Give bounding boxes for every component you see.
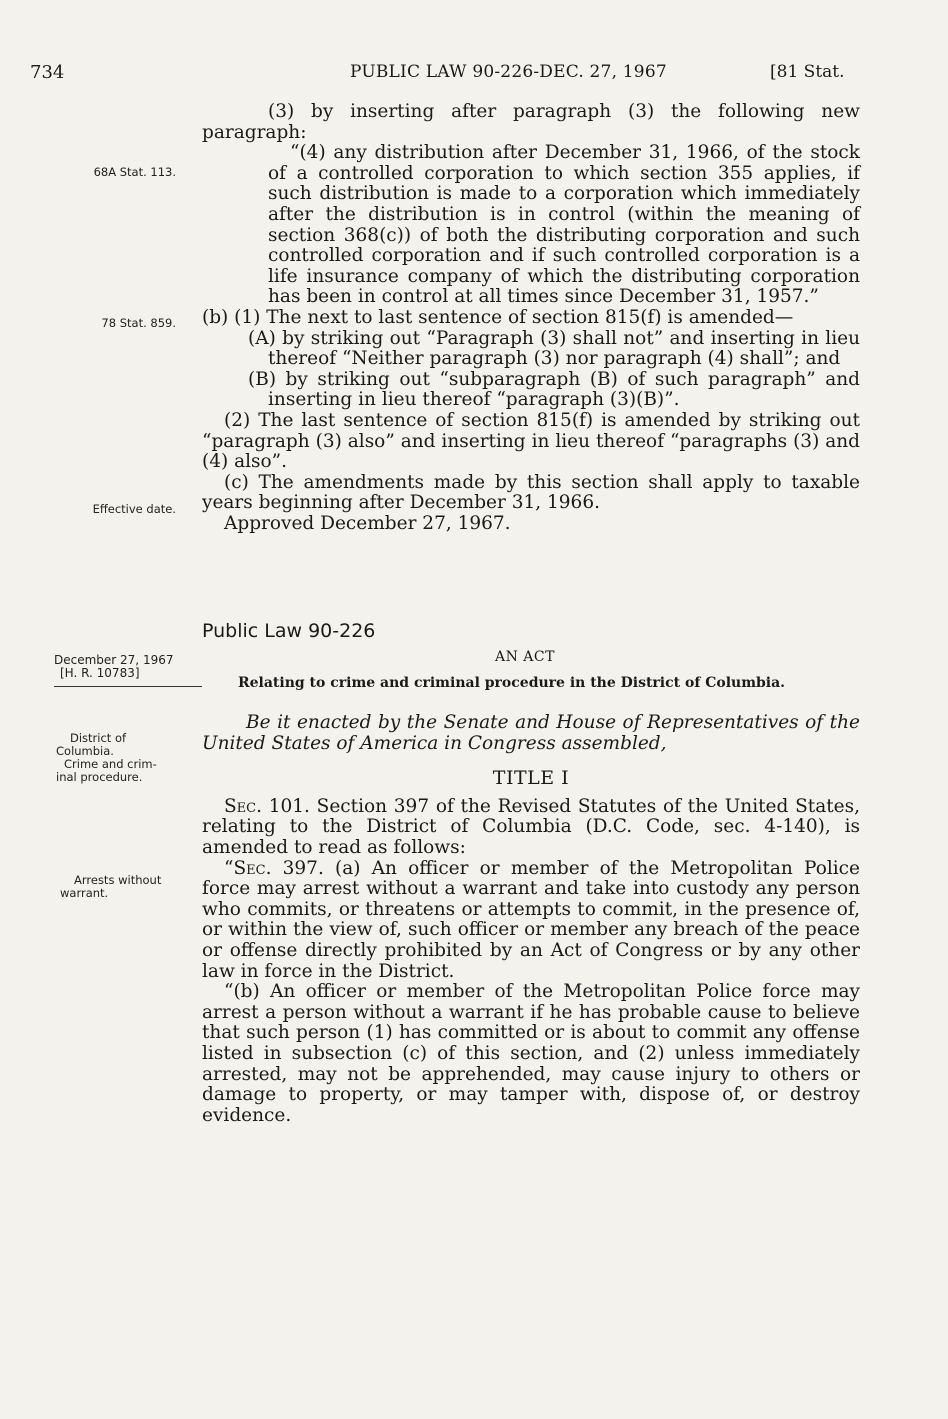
page-number: 734 bbox=[30, 62, 65, 83]
body-continuation bbox=[202, 102, 860, 534]
margin-note-bill: [H. R. 10783] bbox=[60, 666, 140, 680]
paragraph-4-text: “(4) any distribution after December 31, 1966, of the stock of a controlled corporation to which section 355 applies, if such distribution is made to a corporation which immediately after the distribution is in control (within the meaning of section 368(c)) of both the distributing corporation and such controlled corporation and if such controlled corporation is a life insurance company of which the distributing corporation has been in control at all times since December 31, 1957.” bbox=[268, 142, 860, 308]
section-397a-text: (a) An officer or member of the Metropolitan Police force may arrest without a warrant and take into custody any person who commits, or threatens or attempts to commit, in the presence of, or within the view of, such officer or member any breach of the peace or offense directly prohibited by an Act of Congress or by any other law in force in the District. bbox=[202, 857, 860, 982]
act-subtitle: Relating to crime and criminal procedure in the District of Columbia. bbox=[238, 675, 786, 691]
section-397a bbox=[202, 859, 860, 983]
margin-note-district-l1: District of bbox=[70, 731, 127, 745]
clause-a: (A) by striking out “Paragraph (3) shall not” and inserting in lieu thereof “Neither paragraph (3) nor paragraph (4) shall”; and bbox=[248, 327, 860, 370]
section-101-label: Sec. 101. bbox=[224, 795, 310, 817]
volume-reference: [81 Stat. bbox=[770, 62, 845, 82]
section-101-text: Section 397 of the Revised Statutes of the United States, relating to the District of Columbia (D.C. Code, sec. 4-140), is amended to read as follows: bbox=[202, 795, 860, 858]
section-101 bbox=[202, 797, 860, 859]
margin-note-arrests-l1: Arrests without bbox=[74, 873, 162, 887]
margin-rule bbox=[54, 686, 202, 687]
subsection-b2: (2) The last sentence of section 815(f) is amended by striking out “paragraph (3) also” and inserting in lieu thereof “paragraphs (3) and (4) also”. bbox=[202, 409, 860, 473]
margin-note-district-l4: inal procedure. bbox=[56, 770, 143, 784]
section-397b: “(b) An officer or member of the Metropolitan Police force may arrest a person without a warrant if he has probable cause to believe that such person (1) has committed or is about to commit any offense listed in subsection (c) of this section, and (2) unless immediately arrested, may not be apprehended, may cause injury to others or damage to property, or may tamper with, dispose of, or destroy evidence. bbox=[202, 981, 860, 1126]
margin-note-date-bill bbox=[54, 654, 204, 687]
margin-note-district bbox=[56, 732, 196, 784]
running-title: PUBLIC LAW 90-226-DEC. 27, 1967 bbox=[350, 62, 667, 82]
approval-line: Approved December 27, 1967. bbox=[224, 512, 511, 534]
paragraph-4-distribution bbox=[202, 143, 860, 308]
margin-note-arrests-l2: warrant. bbox=[60, 886, 109, 900]
margin-note-district-l2: Columbia. bbox=[56, 744, 114, 758]
subsection-c: (c) The amendments made by this section shall apply to taxable years beginning after December 31, 1966. bbox=[202, 471, 860, 514]
clause-b: (B) by striking out “subparagraph (B) of such paragraph” and inserting in lieu thereof “paragraph (3)(B)”. bbox=[248, 368, 860, 411]
margin-note-district-l3: Crime and crim- bbox=[64, 757, 157, 771]
margin-note-effective-date: Effective date. bbox=[92, 502, 176, 516]
paragraph-3-insert: (3) by inserting after paragraph (3) the following new paragraph: bbox=[202, 101, 860, 143]
margin-note-68a-stat: 68A Stat. 113. bbox=[93, 165, 176, 179]
margin-note-78-stat: 78 Stat. 859. bbox=[101, 316, 176, 330]
an-act-heading: AN ACT bbox=[495, 649, 555, 665]
title-i-heading: TITLE I bbox=[492, 767, 570, 790]
subsection-b1: (b) (1) The next to last sentence of section 815(f) is amended— bbox=[202, 306, 794, 328]
law-title: Public Law 90-226 bbox=[202, 620, 376, 642]
act-body bbox=[202, 713, 860, 1126]
enacting-clause: Be it enacted by the Senate and House of Representatives of the United States of America in Congress assembled, bbox=[202, 712, 860, 754]
margin-note-date: December 27, 1967 bbox=[54, 653, 174, 667]
section-397a-label: “Sec. 397. bbox=[224, 857, 324, 879]
margin-note-arrests bbox=[60, 873, 204, 900]
